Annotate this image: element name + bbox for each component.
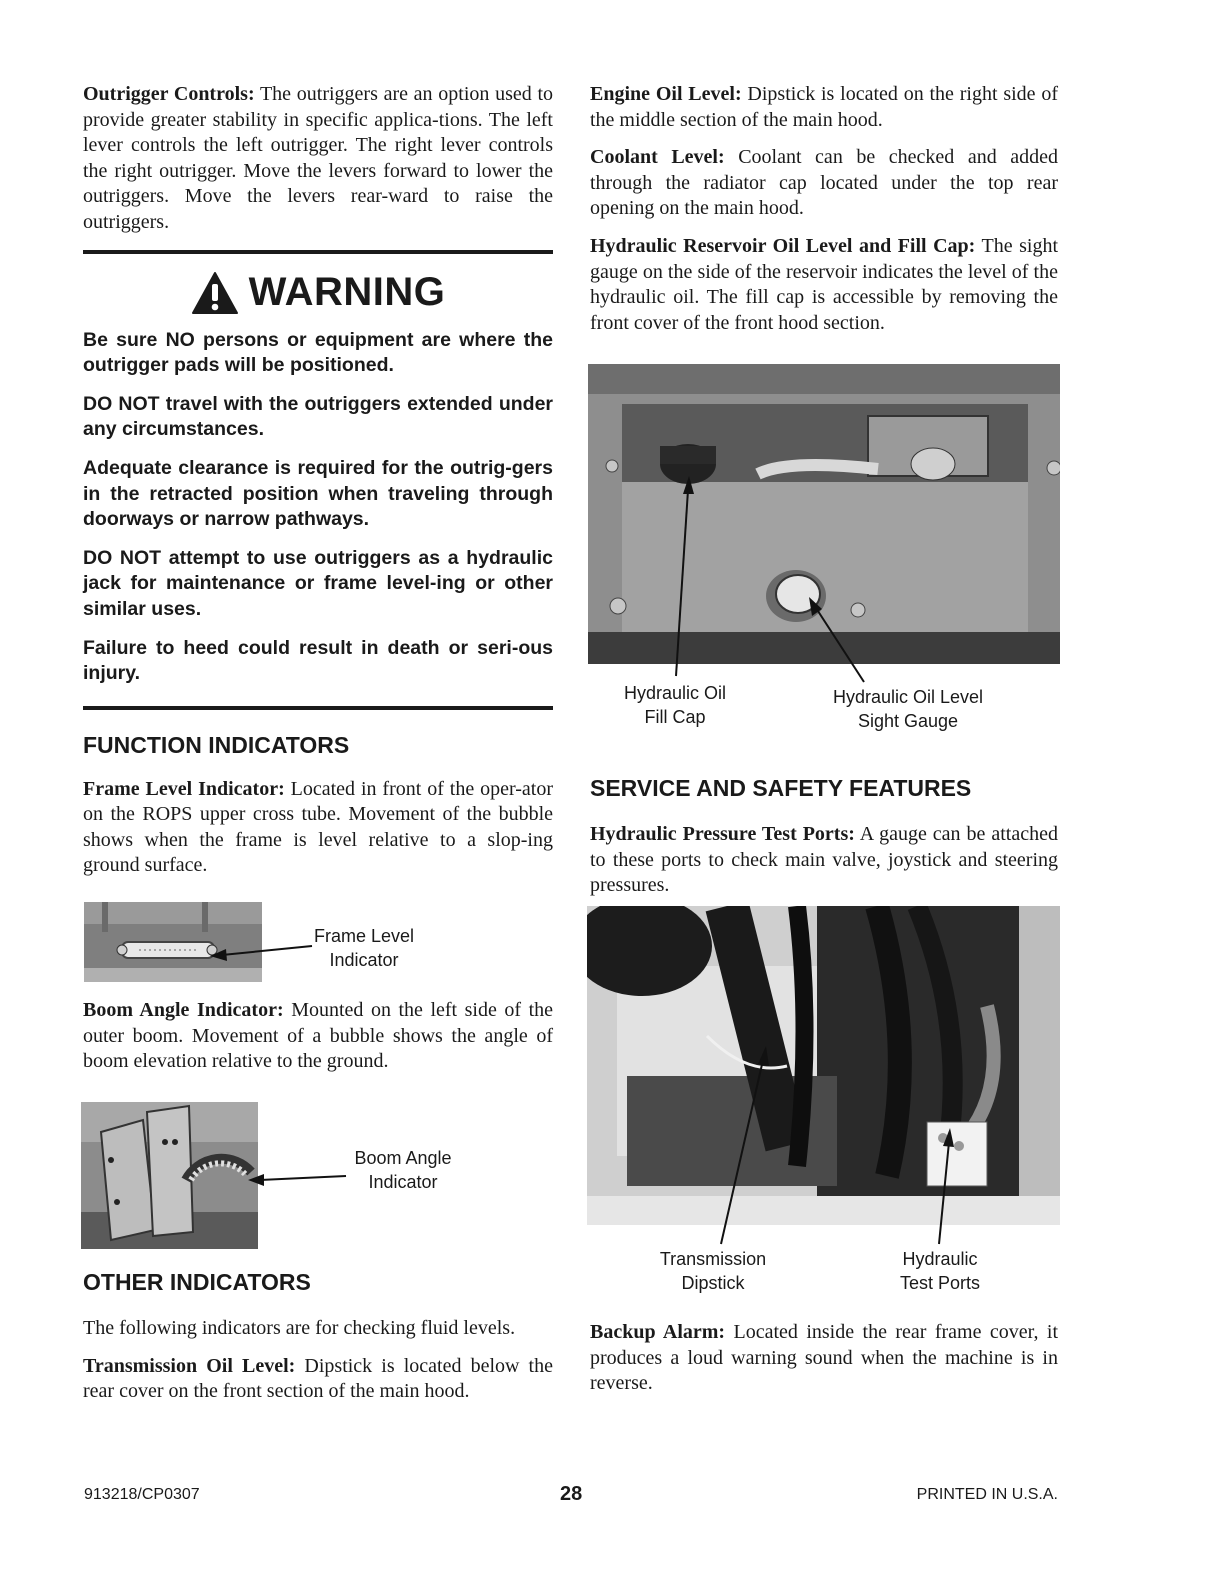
boom-angle-title: Boom Angle Indicator: — [83, 999, 284, 1021]
warning-item-5: Failure to heed could result in death or seri-ous injury. — [83, 636, 553, 685]
outrigger-paragraph — [83, 82, 553, 236]
warning-item-4: DO NOT attempt to use outriggers as a hydraulic jack for maintenance or frame level-ing or other similar uses. — [83, 546, 553, 620]
boom-angle-section — [83, 998, 553, 1087]
page-number: 28 — [560, 1483, 583, 1505]
fill-cap-label: Hydraulic Oil Fill Cap — [623, 683, 727, 727]
right-column — [590, 82, 1058, 348]
test-ports-text: A gauge can be attached to these ports to check main valve, joystick and steering pressures. — [590, 823, 1058, 897]
backup-alarm-paragraph — [590, 1320, 1058, 1397]
other-intro: The following indicators are for checking fluid levels. — [83, 1317, 516, 1339]
function-indicators-heading: FUNCTION INDICATORS — [83, 731, 350, 758]
warning-item-1: Be sure NO persons or equipment are where the outrigger pads will be positioned. — [83, 328, 553, 377]
hydraulic-test-ports-label: Hydraulic Test Ports — [899, 1249, 981, 1293]
hydraulic-reservoir-title: Hydraulic Reservoir Oil Level and Fill Cap: — [590, 234, 976, 257]
backup-alarm-title: Backup Alarm: — [590, 1321, 726, 1343]
warning-triangle-icon — [191, 271, 239, 315]
boom-angle-label: Boom Angle Indicator — [354, 1148, 452, 1192]
engine-oil-title: Engine Oil Level: — [590, 83, 742, 105]
boom-angle-text: Mounted on the left side of the outer boom. Movement of a bubble shows the angle of boom elevation relative to the ground. — [83, 999, 554, 1073]
warning-header — [83, 258, 553, 328]
hydraulic-reservoir-arrows — [588, 364, 1060, 694]
engine-oil-paragraph — [590, 82, 1058, 133]
engine-compartment-arrows — [587, 906, 1060, 1246]
service-safety-section — [590, 775, 1058, 911]
service-safety-heading: SERVICE AND SAFETY FEATURES — [590, 775, 972, 801]
boom-angle-arrow — [240, 1168, 350, 1192]
frame-level-paragraph — [83, 777, 553, 879]
transmission-text: Dipstick is located below the rear cover on the front section of the main hood. — [83, 1354, 553, 1403]
frame-level-label: Frame Level Indicator — [313, 926, 415, 970]
backup-alarm-text: Located inside the rear frame cover, it produces a loud warning sound when the machine is in reverse. — [590, 1321, 1059, 1395]
hydraulic-reservoir-text: The sight gauge on the side of the reservoir indicates the level of the hydraulic oil. The fill cap is accessible by removing the front cover of the front hood section. — [590, 234, 1058, 334]
engine-oil-text: Dipstick is located on the right side of the middle section of the main hood. — [590, 83, 1058, 131]
transmission-paragraph — [83, 1354, 553, 1405]
coolant-text: Coolant can be checked and added through the radiator cap located under the top rear opening on the main hood. — [590, 146, 1058, 220]
printed-in: PRINTED IN U.S.A. — [916, 1486, 1058, 1503]
warning-title: WARNING — [248, 270, 446, 315]
other-indicators-section — [83, 1269, 553, 1417]
coolant-paragraph — [590, 145, 1058, 222]
hydraulic-reservoir-paragraph — [590, 234, 1058, 336]
frame-level-title: Frame Level Indicator: — [83, 777, 285, 800]
boom-angle-photo — [81, 1102, 258, 1249]
transmission-dipstick-label: Transmission Dipstick — [659, 1249, 767, 1293]
frame-level-text: Located in front of the oper-ator on the ROPS upper cross tube. Movement of the bubble shows when the frame is level relative to a slop-ing ground surface. — [83, 777, 553, 877]
outrigger-text: The outriggers are an option used to provide greater stability in specific applica-tions. The left lever controls the left outrigger. The right lever controls the right outrigger. Move the levers forward to lower the outriggers. Move the levers rear-ward to raise the outriggers. — [83, 83, 553, 233]
sight-gauge-label: Hydraulic Oil Level Sight Gauge — [832, 687, 984, 731]
doc-number: 913218/CP0307 — [84, 1486, 200, 1503]
backup-alarm-section — [590, 1320, 1058, 1409]
left-column — [83, 82, 553, 891]
warning-item-3: Adequate clearance is required for the outrig-gers in the retracted position when traveling through doorways or narrow pathways. — [83, 456, 553, 531]
coolant-title: Coolant Level: — [590, 146, 725, 169]
other-indicators-heading: OTHER INDICATORS — [83, 1269, 311, 1295]
test-ports-paragraph — [590, 822, 1058, 899]
outrigger-title: Outrigger Controls: — [83, 83, 255, 105]
boom-angle-paragraph — [83, 998, 553, 1075]
warning-item-2: DO NOT travel with the outriggers extended under any circumstances. — [83, 392, 553, 441]
transmission-title: Transmission Oil Level: — [83, 1354, 296, 1377]
test-ports-title: Hydraulic Pressure Test Ports: — [590, 823, 855, 845]
warning-top-rule — [83, 250, 553, 254]
